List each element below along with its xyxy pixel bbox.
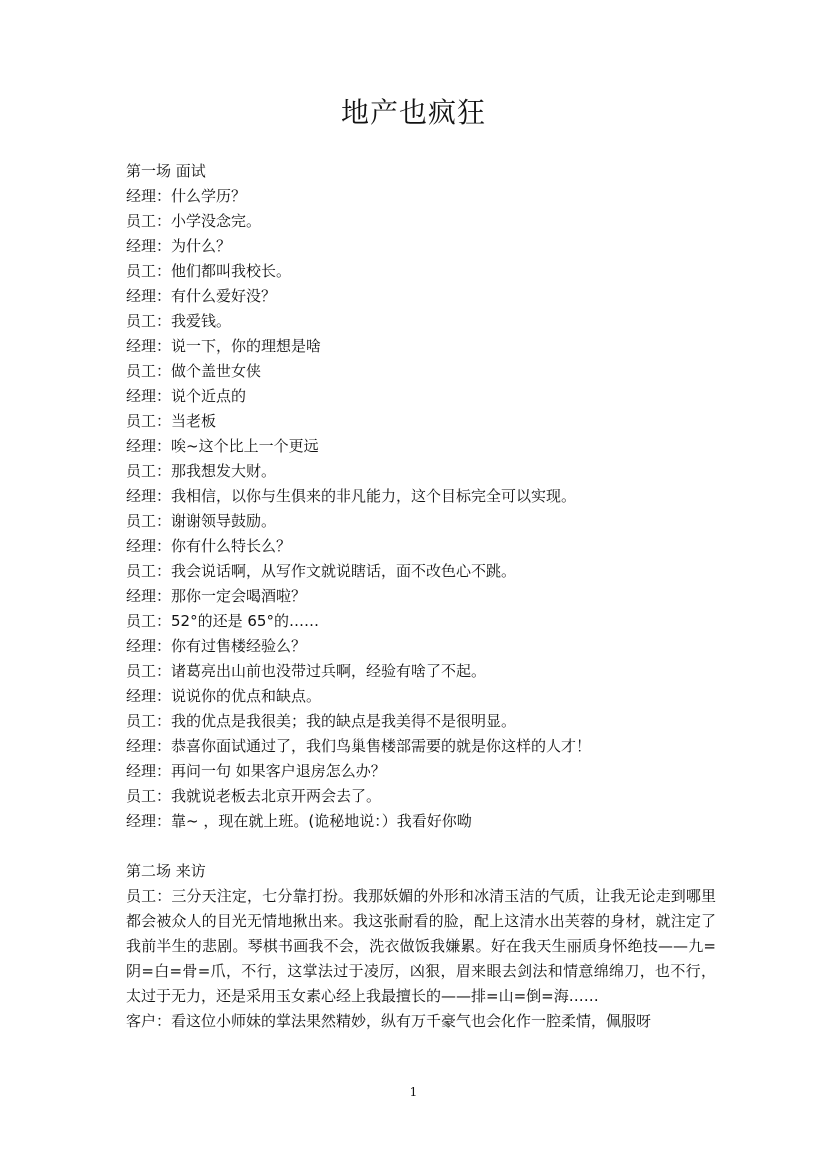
dialogue-line: 员工：谢谢领导鼓励。 bbox=[126, 512, 277, 530]
dialogue-line: 员工：我的优点是我很美；我的缺点是我美得不是很明显。 bbox=[126, 712, 517, 730]
dialogue-line: 经理：唉~这个比上一个更远 bbox=[126, 437, 319, 455]
dialogue-line: 经理：那你一定会喝酒啦？ bbox=[126, 587, 307, 605]
dialogue-line: 员工：我会说话啊，从写作文就说瞎话，面不改色心不跳。 bbox=[126, 562, 517, 580]
dialogue-paragraph: 客户：看这位小师妹的掌法果然精妙，纵有万千豪气也会化作一腔柔情，佩服呀 bbox=[126, 1012, 652, 1030]
dialogue-line: 员工：当老板 bbox=[126, 412, 217, 430]
scene-heading: 第一场 面试 bbox=[126, 162, 206, 180]
page-number: 1 bbox=[409, 1085, 418, 1099]
scene-heading: 第二场 来访 bbox=[126, 862, 206, 880]
dialogue-line: 经理：说个近点的 bbox=[126, 387, 247, 405]
dialogue-paragraph: 员工：三分天注定，七分靠打扮。我那妖媚的外形和冰清玉洁的气质，让我无论走到哪里都会被众人的目光无情地揪出来。我这张耐看的脸，配上这清水出芙蓉的身材，就注定了我前半生的悲剧。琴棋书画我不会，洗衣做饭我嫌累。好在我天生丽质身怀绝技——九=阴=白=骨=爪，不行，这掌法过于凌厉，凶狠，眉来眼去剑法和情意绵绵刀，也不行，太过于无力，还是采用玉女素心经上我最擅长的——排=山=倒=海…… bbox=[126, 887, 716, 1005]
dialogue-line: 员工：那我想发大财。 bbox=[126, 462, 277, 480]
dialogue-line: 员工：他们都叫我校长。 bbox=[126, 262, 292, 280]
document-body bbox=[126, 159, 716, 1034]
section-gap bbox=[126, 834, 716, 859]
dialogue-line: 经理：什么学历？ bbox=[126, 187, 247, 205]
dialogue-line: 经理：说说你的优点和缺点。 bbox=[126, 687, 322, 705]
dialogue-line: 员工：52°的还是 65°的…… bbox=[126, 612, 319, 630]
dialogue-line: 经理：说一下，你的理想是啥 bbox=[126, 337, 322, 355]
dialogue-line: 经理：恭喜你面试通过了，我们鸟巢售楼部需要的就是你这样的人才！ bbox=[126, 737, 592, 755]
dialogue-line: 员工：诸葛亮出山前也没带过兵啊，经验有啥了不起。 bbox=[126, 662, 487, 680]
dialogue-line: 员工：我爱钱。 bbox=[126, 312, 232, 330]
dialogue-line: 经理：有什么爱好没？ bbox=[126, 287, 277, 305]
dialogue-line: 经理：你有什么特长么？ bbox=[126, 537, 292, 555]
dialogue-line: 员工：小学没念完。 bbox=[126, 212, 262, 230]
dialogue-line: 经理：靠~ ，现在就上班。(诡秘地说：）我看好你呦 bbox=[126, 812, 472, 830]
dialogue-line: 经理：我相信，以你与生俱来的非凡能力，这个目标完全可以实现。 bbox=[126, 487, 577, 505]
dialogue-line: 经理：为什么？ bbox=[126, 237, 232, 255]
scene1-dialogue bbox=[126, 184, 716, 834]
scene2-dialogue bbox=[126, 884, 716, 1034]
document-title: 地产也疯狂 bbox=[340, 96, 486, 129]
dialogue-line: 经理：再问一句 如果客户退房怎么办？ bbox=[126, 762, 386, 780]
dialogue-line: 员工：做个盖世女侠 bbox=[126, 362, 262, 380]
dialogue-line: 员工：我就说老板去北京开两会去了。 bbox=[126, 787, 382, 805]
dialogue-line: 经理：你有过售楼经验么？ bbox=[126, 637, 307, 655]
